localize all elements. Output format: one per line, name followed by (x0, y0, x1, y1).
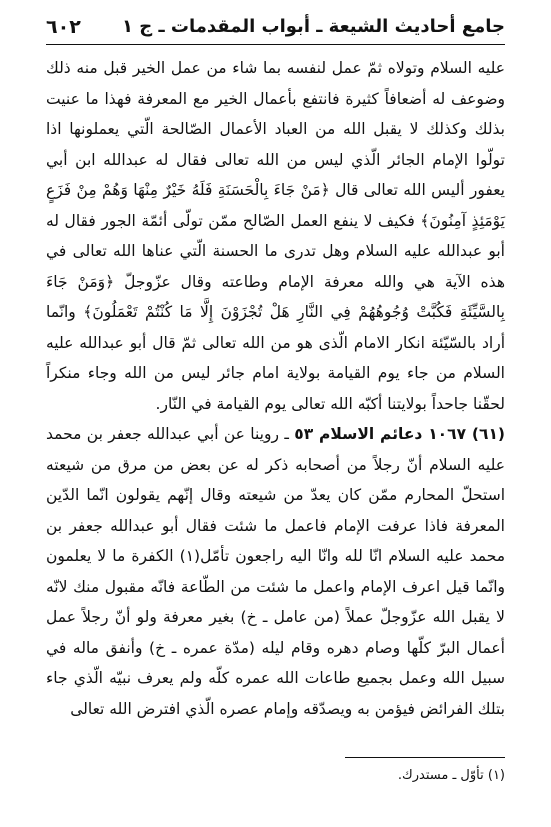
paragraph-1: عليه السلام وتولاه ثمّ عمل لنفسه بما شاء من عمل الخير قبل منه ذلك وضوعف له أضعافاً كثيرة فانتفع بأعمال الخير مع المعرفة فهذا ما عنيت بذلك وكذلك لا يقبل الله من العباد الأعمال الصّالحة الّتي يعملونها اذا تولّوا الإمام الجائر الّذي ليس من الله تعالى فقال له عبدالله ابن أبي يعفور أليس الله تعالى قال ﴿مَنْ جَاءَ بِالْحَسَنَةِ فَلَهُ خَيْرٌ مِنْهَا وَهُمْ مِنْ فَزَعٍ يَوْمَئِذٍ آمِنُونَ﴾ فكيف لا ينفع العمل الصّالح ممّن تولّى أئمّة الجور فقال له أبو عبدالله عليه السلام وهل تدرى ما الحسنة الّتي عناها الله تعالى في هذه الآية هي والله معرفة الإمام وطاعته وقال عزّوجلّ ﴿وَمَنْ جَاءَ بِالسَّيِّئَةِ فَكُبَّتْ وُجُوهُهُمْ فِي النَّارِ هَلْ تُجْزَوْنَ إِلَّا مَا كُنْتُمْ تَعْمَلُونَ﴾ وانّما أراد بالسّيّئة انكار الامام الّذى هو من الله تعالى ثمّ قال أبو عبدالله عليه السلام من جاء يوم القيامة بولاية امام جائر ليس من الله وجاء منكراً لحقّنا جاحداً بولايتنا أكبّه الله تعالى يوم القيامة في النّار. (46, 59, 505, 413)
paragraph-2 (46, 419, 505, 724)
hadith-number: (٦١) ١٠٦٧ دعائم الاسلام ٥٣ (294, 425, 505, 443)
page-number: ٦٠٢ (46, 16, 81, 38)
header-divider (46, 44, 505, 45)
page-header (46, 14, 505, 44)
main-text (46, 53, 505, 724)
footnote-divider (345, 757, 505, 758)
footnote: (١) تأوّل ـ مستدرك. (397, 768, 505, 783)
paragraph-2-text: ـ روينا عن أبي عبدالله جعفر بن محمد عليه السلام أنّ رجلاً من أصحابه ذكر له عن بعض من مرق من شيعته استحلّ المحارم ممّن كان يعدّ من شيعته وقال إنّهم يقولون انّما الدّين المعرفة فاذا عرفت الإمام فاعمل ما شئت فقال أبو عبدالله جعفر بن محمد عليه السلام انّا لله وانّا اليه راجعون تأمّل(١) الكفرة ما لا يعلمون وانّما قيل اعرف الإمام واعمل ما شئت من الطّاعة فانّه مقبول منك لانّه لا يقبل الله عزّوجلّ عملاً (من عامل ـ خ) بغير معرفة ولو أنّ رجلاً عمل أعمال البرّ كلّها وصام دهره وقام ليله (مدّة عمره ـ خ) وأنفق ماله في سبيل الله وعمل بجميع طاعات الله عمره كلّه ولم يعرف نبيّه الّذي جاء بتلك الفرائض فيؤمن به ويصدّقه وإمام عصره الّذي افترض الله تعالى (46, 425, 505, 718)
running-title: جامع أحاديث الشيعة ـ أبواب المقدمات ـ ج ١ (121, 16, 505, 37)
